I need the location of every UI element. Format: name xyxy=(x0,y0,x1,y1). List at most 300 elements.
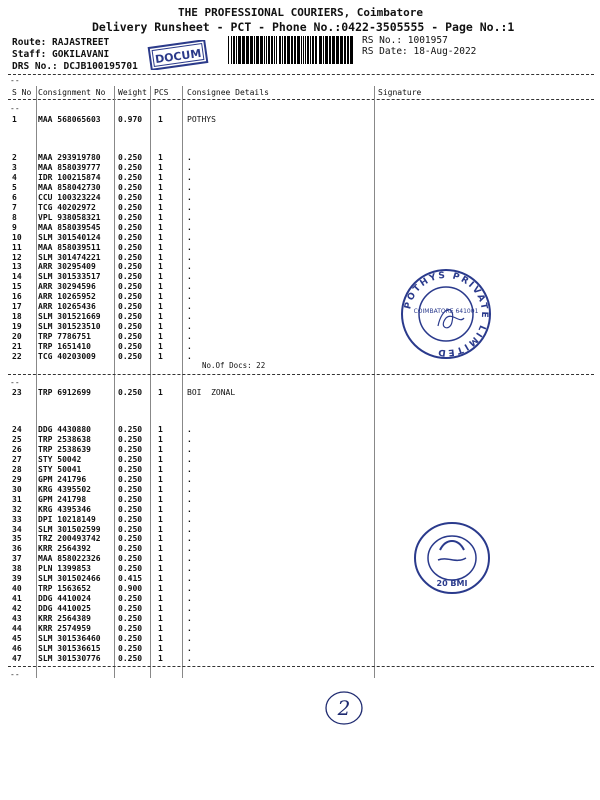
table-row xyxy=(0,614,600,624)
row-consignment: GPM 241798 xyxy=(38,494,87,504)
row-details: . xyxy=(187,302,192,312)
row-pcs: 1 xyxy=(158,312,163,322)
row-weight: 0.250 xyxy=(118,464,143,474)
row-sno: 4 xyxy=(12,172,17,182)
table-row xyxy=(0,495,600,505)
row-sno: 27 xyxy=(12,454,22,464)
row-weight: 0.250 xyxy=(118,514,143,524)
row-weight: 0.250 xyxy=(118,643,143,653)
handwritten-text: 2 xyxy=(337,696,351,720)
row-weight: 0.250 xyxy=(118,484,143,494)
row-pcs: 1 xyxy=(158,182,163,192)
row-sno: 11 xyxy=(12,242,22,252)
row-consignment: DDG 4410025 xyxy=(38,604,91,614)
row-consignment: MAA 293919780 xyxy=(38,153,101,162)
row-weight: 0.250 xyxy=(118,434,143,444)
row-consignment: TRZ 200493742 xyxy=(38,534,101,544)
row-details: . xyxy=(187,434,192,444)
document-stamp-text: DOCUM xyxy=(154,46,203,67)
row-details: . xyxy=(187,504,192,514)
row-weight: 0.250 xyxy=(118,292,143,302)
table-row xyxy=(0,465,600,475)
row-weight: 0.250 xyxy=(118,444,143,454)
row-sno: 37 xyxy=(12,554,22,564)
col-details: Consignee Details xyxy=(187,88,269,97)
row-pcs: 1 xyxy=(158,212,163,222)
seal-center-text: COIMBATORE 641001 xyxy=(413,308,479,315)
row-details: . xyxy=(187,464,192,474)
table-row xyxy=(0,435,600,445)
row-weight: 0.250 xyxy=(118,272,143,282)
table-row xyxy=(0,574,600,584)
table-row xyxy=(0,322,600,332)
row-weight: 0.250 xyxy=(118,604,143,614)
table-row xyxy=(0,243,600,253)
table-row xyxy=(0,485,600,495)
row-pcs: 1 xyxy=(158,292,163,302)
row-details: . xyxy=(187,604,192,614)
row-weight: 0.415 xyxy=(118,574,143,584)
row-sno: 30 xyxy=(12,484,22,494)
row-sno: 6 xyxy=(12,192,17,202)
row-sno: 44 xyxy=(12,624,22,633)
row-pcs: 1 xyxy=(158,574,163,584)
row-consignment: SLM 301536460 xyxy=(38,633,101,643)
table-row xyxy=(0,173,600,183)
row-details: . xyxy=(187,643,192,653)
row-pcs: 1 xyxy=(158,242,163,252)
row-pcs: 1 xyxy=(158,653,163,663)
table-row xyxy=(0,604,600,614)
separator-mark: -- xyxy=(10,104,20,113)
row-sno: 8 xyxy=(12,212,17,222)
row-weight: 0.250 xyxy=(118,504,143,514)
row-consignment: SLM 301502466 xyxy=(38,574,101,584)
row-sno: 22 xyxy=(12,352,22,361)
table-row xyxy=(0,594,600,604)
row-weight: 0.250 xyxy=(118,222,143,232)
row-pcs: 1 xyxy=(158,514,163,524)
row-pcs: 1 xyxy=(158,444,163,454)
row-consignment: MAA 858039777 xyxy=(38,162,101,172)
row-weight: 0.250 xyxy=(118,192,143,202)
row-consignment: DDG 4410024 xyxy=(38,594,91,604)
row-consignment: IDR 100215874 xyxy=(38,172,101,182)
row-details: . xyxy=(187,534,192,544)
row-details: . xyxy=(187,282,192,292)
row-weight: 0.250 xyxy=(118,534,143,544)
row-weight: 0.250 xyxy=(118,554,143,564)
rs-date: RS Date: 18-Aug-2022 xyxy=(362,46,477,57)
table-row xyxy=(0,352,600,362)
row-weight: 0.250 xyxy=(118,564,143,574)
row-pcs: 1 xyxy=(158,554,163,564)
row-weight: 0.250 xyxy=(118,182,143,192)
row-pcs: 1 xyxy=(158,342,163,352)
row-details: . xyxy=(187,574,192,584)
row-details: . xyxy=(187,564,192,574)
row-pcs: 1 xyxy=(158,524,163,534)
separator-mark: -- xyxy=(10,76,20,85)
row-details: . xyxy=(187,153,192,162)
row-weight: 0.250 xyxy=(118,332,143,342)
row-sno: 46 xyxy=(12,643,22,653)
row-pcs: 1 xyxy=(158,564,163,574)
row-sno: 24 xyxy=(12,425,22,434)
row-details: . xyxy=(187,425,192,434)
row-consignment: MAA 858042730 xyxy=(38,182,101,192)
row-pcs: 1 xyxy=(158,232,163,242)
row-sno: 3 xyxy=(12,162,17,172)
staff-label: Staff: GOKILAVANI xyxy=(12,49,110,60)
table-row xyxy=(0,515,600,525)
row-consignment: TRP 2538638 xyxy=(38,434,91,444)
row-sno: 45 xyxy=(12,633,22,643)
row-consignment: VPL 938058321 xyxy=(38,212,101,222)
row-details: . xyxy=(187,454,192,464)
row-details: . xyxy=(187,474,192,484)
row-details: . xyxy=(187,322,192,332)
row-pcs: 1 xyxy=(158,614,163,624)
row-details: . xyxy=(187,594,192,604)
seal-ring-text: POTHYS PRIVATE LIMITED xyxy=(403,270,490,358)
row-pcs: 1 xyxy=(158,604,163,614)
row-sno: 13 xyxy=(12,262,22,272)
row-pcs: 1 xyxy=(158,202,163,212)
row-pcs: 1 xyxy=(158,282,163,292)
row-weight: 0.250 xyxy=(118,212,143,222)
row-consignment: MAA 858039511 xyxy=(38,242,101,252)
row-sno: 14 xyxy=(12,272,22,282)
table-row xyxy=(0,624,600,634)
table-row xyxy=(0,163,600,173)
row-sno: 23 xyxy=(12,388,22,397)
row-consignment: TCG 40202972 xyxy=(38,202,96,212)
separator-mark: -- xyxy=(10,670,20,679)
row-consignment: KRG 4395502 xyxy=(38,484,91,494)
row-sno: 39 xyxy=(12,574,22,584)
row-consignment: SLM 301523510 xyxy=(38,322,101,332)
row-weight: 0.250 xyxy=(118,454,143,464)
row-weight: 0.250 xyxy=(118,614,143,624)
row-pcs: 1 xyxy=(158,494,163,504)
table-row xyxy=(0,654,600,664)
row-details: . xyxy=(187,252,192,262)
row-details: . xyxy=(187,292,192,302)
row-sno: 7 xyxy=(12,202,17,212)
row-weight: 0.250 xyxy=(118,494,143,504)
row-sno: 19 xyxy=(12,322,22,332)
row-pcs: 1 xyxy=(158,584,163,594)
row-consignment: GPM 241796 xyxy=(38,474,87,484)
col-consignment: Consignment No xyxy=(38,88,106,97)
row-weight: 0.250 xyxy=(118,544,143,554)
row-details: POTHYS xyxy=(187,115,216,124)
row-sno: 38 xyxy=(12,564,22,574)
row-weight: 0.970 xyxy=(118,115,143,124)
row-pcs: 1 xyxy=(158,544,163,554)
rs-number: RS No.: 1001957 xyxy=(362,35,448,46)
row-details: . xyxy=(187,633,192,643)
row-pcs: 1 xyxy=(158,192,163,202)
row-consignment: SLM 301521669 xyxy=(38,312,101,322)
row-pcs: 1 xyxy=(158,624,163,633)
runsheet-subtitle: Delivery Runsheet - PCT - Phone No.:0422-3505555 - Page No.:1 xyxy=(92,20,515,34)
table-row xyxy=(0,584,600,594)
route-label: Route: RAJASTREET xyxy=(12,37,110,48)
row-sno: 31 xyxy=(12,494,22,504)
table-row xyxy=(0,272,600,282)
row-pcs: 1 xyxy=(158,388,163,397)
row-pcs: 1 xyxy=(158,643,163,653)
row-pcs: 1 xyxy=(158,425,163,434)
row-consignment: SLM 301536615 xyxy=(38,643,101,653)
row-details: . xyxy=(187,202,192,212)
row-weight: 0.250 xyxy=(118,242,143,252)
table-row xyxy=(0,342,600,352)
row-sno: 10 xyxy=(12,232,22,242)
row-details: . xyxy=(187,172,192,182)
row-sno: 35 xyxy=(12,534,22,544)
table-row xyxy=(0,213,600,223)
row-weight: 0.250 xyxy=(118,425,143,434)
row-pcs: 1 xyxy=(158,434,163,444)
row-pcs: 1 xyxy=(158,115,163,124)
no-of-docs: No.Of Docs: 22 xyxy=(202,361,266,370)
post-seal-text: 20 BMI xyxy=(436,579,468,588)
row-weight: 0.250 xyxy=(118,302,143,312)
row-weight: 0.900 xyxy=(118,584,143,594)
row-sno: 17 xyxy=(12,302,22,312)
row-consignment: MAA 568065603 xyxy=(38,115,101,124)
row-details: . xyxy=(187,272,192,282)
table-row xyxy=(0,253,600,263)
row-sno: 18 xyxy=(12,312,22,322)
col-weight: Weight xyxy=(118,88,147,97)
row-consignment: SLM 301502599 xyxy=(38,524,101,534)
row-details: . xyxy=(187,312,192,322)
table-row xyxy=(0,425,600,435)
row-pcs: 1 xyxy=(158,252,163,262)
row-weight: 0.250 xyxy=(118,232,143,242)
table-row xyxy=(0,153,600,163)
table-row xyxy=(0,203,600,213)
row-consignment: STY 50042 xyxy=(38,454,82,464)
row-weight: 0.250 xyxy=(118,352,143,361)
row-consignment: SLM 301474221 xyxy=(38,252,101,262)
row-sno: 36 xyxy=(12,544,22,554)
row-sno: 9 xyxy=(12,222,17,232)
row-weight: 0.250 xyxy=(118,653,143,663)
row-sno: 26 xyxy=(12,444,22,454)
row-pcs: 1 xyxy=(158,153,163,162)
row-details: . xyxy=(187,352,192,361)
row-weight: 0.250 xyxy=(118,594,143,604)
row-details: . xyxy=(187,554,192,564)
row-consignment: PLN 1399853 xyxy=(38,564,91,574)
row-details: . xyxy=(187,514,192,524)
table-row xyxy=(0,564,600,574)
row-weight: 0.250 xyxy=(118,388,143,397)
row-details: . xyxy=(187,212,192,222)
row-sno: 15 xyxy=(12,282,22,292)
table-row xyxy=(0,262,600,272)
row-pcs: 1 xyxy=(158,534,163,544)
table-row xyxy=(0,525,600,535)
handwritten-page-mark xyxy=(322,688,366,728)
table-row xyxy=(0,634,600,644)
row-details: . xyxy=(187,332,192,342)
runsheet-title: THE PROFESSIONAL COURIERS, Coimbatore xyxy=(178,6,424,19)
row-sno: 20 xyxy=(12,332,22,342)
col-sno: S No xyxy=(12,88,32,97)
table-row xyxy=(0,554,600,564)
row-consignment: TRP 2538639 xyxy=(38,444,91,454)
table-row xyxy=(0,183,600,193)
table-row xyxy=(0,233,600,243)
row-sno: 43 xyxy=(12,614,22,624)
row-weight: 0.250 xyxy=(118,624,143,633)
row-weight: 0.250 xyxy=(118,262,143,272)
row-details: . xyxy=(187,524,192,534)
row-pcs: 1 xyxy=(158,474,163,484)
row-sno: 28 xyxy=(12,464,22,474)
table-row xyxy=(0,644,600,654)
row-details: . xyxy=(187,653,192,663)
row-details: . xyxy=(187,484,192,494)
table-row xyxy=(0,223,600,233)
row-sno: 47 xyxy=(12,653,22,663)
table-row xyxy=(0,312,600,322)
row-consignment: KRR 2574959 xyxy=(38,624,91,633)
row-consignment: DPI 10218149 xyxy=(38,514,96,524)
row-weight: 0.250 xyxy=(118,162,143,172)
row-pcs: 1 xyxy=(158,272,163,282)
row-pcs: 1 xyxy=(158,464,163,474)
row-details: . xyxy=(187,192,192,202)
row-consignment: SLM 301540124 xyxy=(38,232,101,242)
row-details: . xyxy=(187,262,192,272)
row-consignment: TRP 7786751 xyxy=(38,332,91,342)
row-consignment: KRR 2564392 xyxy=(38,544,91,554)
row-sno: 33 xyxy=(12,514,22,524)
row-consignment: TRP 1563652 xyxy=(38,584,91,594)
row-consignment: TRP 6912699 xyxy=(38,388,91,397)
row-weight: 0.250 xyxy=(118,322,143,332)
row-sno: 34 xyxy=(12,524,22,534)
company-seal-stamp xyxy=(398,266,494,362)
table-row xyxy=(0,505,600,515)
row-pcs: 1 xyxy=(158,302,163,312)
table-row xyxy=(0,388,600,398)
row-consignment: TRP 1651410 xyxy=(38,342,91,352)
row-weight: 0.250 xyxy=(118,524,143,534)
table-row xyxy=(0,544,600,554)
table-row xyxy=(0,302,600,312)
row-sno: 16 xyxy=(12,292,22,302)
row-weight: 0.250 xyxy=(118,342,143,352)
row-sno: 2 xyxy=(12,153,17,162)
table-row xyxy=(0,475,600,485)
row-sno: 32 xyxy=(12,504,22,514)
row-weight: 0.250 xyxy=(118,633,143,643)
row-sno: 40 xyxy=(12,584,22,594)
row-details: . xyxy=(187,494,192,504)
row-sno: 41 xyxy=(12,594,22,604)
table-row xyxy=(0,115,600,125)
row-consignment: ARR 30295409 xyxy=(38,262,96,272)
row-pcs: 1 xyxy=(158,594,163,604)
row-details: . xyxy=(187,444,192,454)
col-pcs: PCS xyxy=(154,88,169,97)
row-pcs: 1 xyxy=(158,162,163,172)
row-consignment: TCG 40203009 xyxy=(38,352,96,361)
row-pcs: 1 xyxy=(158,633,163,643)
row-details: . xyxy=(187,182,192,192)
row-consignment: STY 50041 xyxy=(38,464,82,474)
row-weight: 0.250 xyxy=(118,172,143,182)
row-sno: 1 xyxy=(12,115,17,124)
row-consignment: DDG 4430880 xyxy=(38,425,91,434)
row-details: . xyxy=(187,584,192,594)
row-consignment: MAA 858039545 xyxy=(38,222,101,232)
row-pcs: 1 xyxy=(158,222,163,232)
row-consignment: KRR 2564389 xyxy=(38,614,91,624)
drs-number: DRS No.: DCJB100195701 xyxy=(12,61,138,72)
table-row xyxy=(0,193,600,203)
row-sno: 29 xyxy=(12,474,22,484)
row-weight: 0.250 xyxy=(118,282,143,292)
row-consignment: CCU 100323224 xyxy=(38,192,101,202)
row-details: . xyxy=(187,624,192,633)
row-consignment: ARR 10265952 xyxy=(38,292,96,302)
row-pcs: 1 xyxy=(158,352,163,361)
row-consignment: KRG 4395346 xyxy=(38,504,91,514)
row-sno: 42 xyxy=(12,604,22,614)
row-weight: 0.250 xyxy=(118,153,143,162)
row-pcs: 1 xyxy=(158,454,163,464)
row-sno: 12 xyxy=(12,252,22,262)
row-consignment: ARR 10265436 xyxy=(38,302,96,312)
post-seal-stamp xyxy=(412,520,492,596)
row-details: . xyxy=(187,544,192,554)
row-pcs: 1 xyxy=(158,504,163,514)
row-details: . xyxy=(187,614,192,624)
table-row xyxy=(0,534,600,544)
table-row xyxy=(0,445,600,455)
row-consignment: ARR 30294596 xyxy=(38,282,96,292)
row-details: . xyxy=(187,342,192,352)
row-sno: 21 xyxy=(12,342,22,352)
table-row xyxy=(0,292,600,302)
row-details: . xyxy=(187,242,192,252)
row-sno: 5 xyxy=(12,182,17,192)
row-pcs: 1 xyxy=(158,262,163,272)
row-consignment: MAA 858022326 xyxy=(38,554,101,564)
row-weight: 0.250 xyxy=(118,252,143,262)
row-pcs: 1 xyxy=(158,172,163,182)
col-signature: Signature xyxy=(378,88,422,97)
table-row xyxy=(0,332,600,342)
row-details: BOI ZONAL xyxy=(187,388,236,397)
row-pcs: 1 xyxy=(158,322,163,332)
row-weight: 0.250 xyxy=(118,312,143,322)
separator-mark: -- xyxy=(10,378,20,387)
row-sno: 25 xyxy=(12,434,22,444)
row-consignment: SLM 301530776 xyxy=(38,653,101,663)
row-weight: 0.250 xyxy=(118,202,143,212)
row-details: . xyxy=(187,222,192,232)
